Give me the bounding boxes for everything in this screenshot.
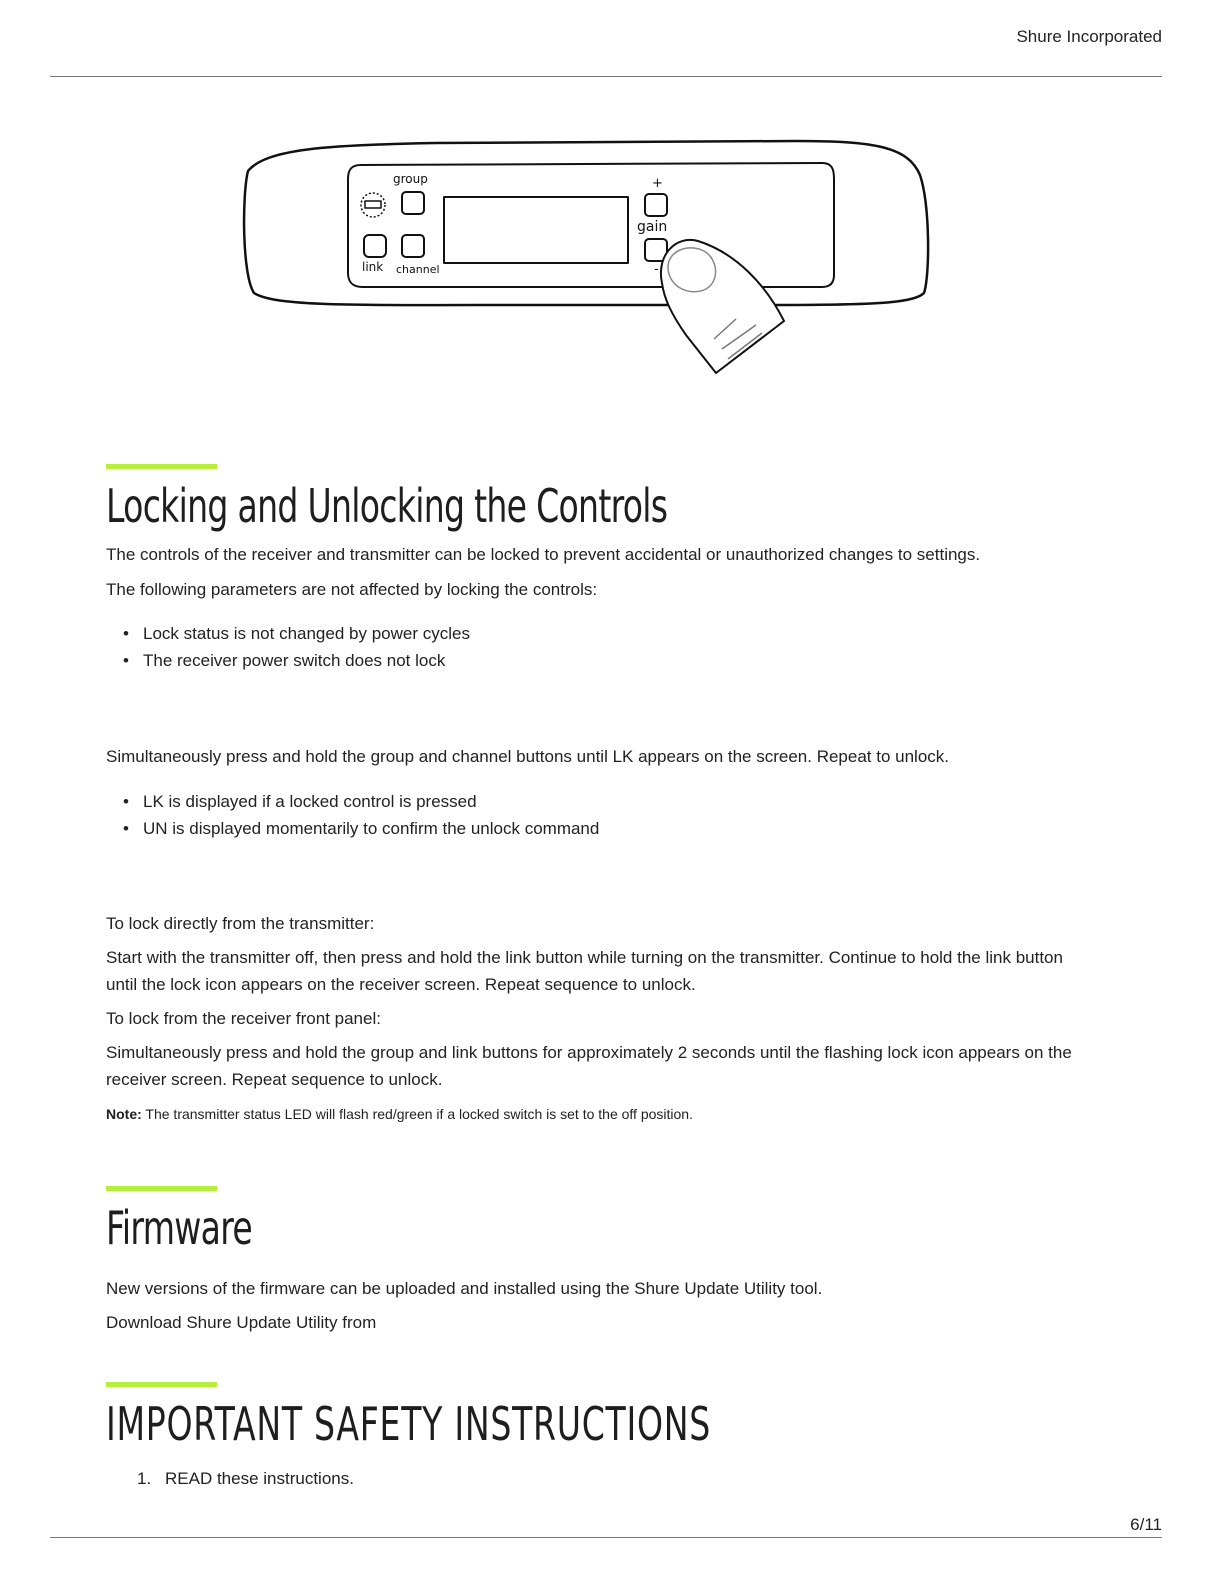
channel-label: channel	[396, 263, 440, 276]
locking-params-intro: The following parameters are not affected by locking the controls:	[106, 580, 598, 599]
list-item	[106, 1465, 1106, 1492]
receiver-illustration	[236, 135, 936, 380]
firmware-text: New versions of the firmware can be uploaded and installed using the Shure Update Utility tool.	[106, 1279, 823, 1298]
firmware-section	[106, 1186, 1106, 1336]
locking-intro: The controls of the receiver and transmitter can be locked to prevent accidental or unauthorized changes to settings.	[106, 545, 981, 564]
safety-section	[106, 1382, 1106, 1492]
firmware-download-text: Download Shure Update Utility from	[106, 1313, 377, 1332]
header-rule	[50, 76, 1162, 77]
press-hold-block	[106, 743, 1106, 842]
lock-methods-block	[106, 910, 1096, 1124]
footer-rule	[50, 1537, 1162, 1538]
page-number: 6/11	[1130, 1515, 1162, 1534]
press-hold-text: Simultaneously press and hold the group and channel buttons until LK appears on the screen. Repeat to unlock.	[106, 747, 950, 766]
finger-illustration	[661, 240, 784, 373]
safety-list	[106, 1465, 1106, 1492]
list-text: READ these instructions.	[165, 1469, 354, 1488]
header-company: Shure Incorporated	[1016, 27, 1162, 46]
rx-text: Simultaneously press and hold the group and link buttons for approximately 2 seconds until the flashing lock icon appears on the receiver screen. Repeat sequence to unlock.	[106, 1043, 1072, 1089]
locking-params-list	[106, 620, 1106, 674]
tx-text: Start with the transmitter off, then press and hold the link button while turning on the transmitter. Continue to hold the link button until the lock icon appears on the receiver screen. Repeat sequence to unlock.	[106, 948, 1063, 994]
note-text: The transmitter status LED will flash red/green if a locked switch is set to the off position.	[141, 1106, 693, 1122]
rx-heading: To lock from the receiver front panel:	[106, 1009, 381, 1028]
link-label: link	[362, 260, 384, 274]
plus-label: +	[652, 176, 663, 191]
lock-status-list	[106, 788, 1106, 842]
list-item: • The receiver power switch does not lock	[106, 647, 1106, 674]
list-item: • UN is displayed momentarily to confirm the unlock command	[106, 815, 1106, 842]
list-item: • Lock status is not changed by power cycles	[106, 620, 1106, 647]
tx-heading: To lock directly from the transmitter:	[106, 914, 375, 933]
section-accent-bar	[106, 1382, 217, 1387]
list-item: • LK is displayed if a locked control is pressed	[106, 788, 1106, 815]
locking-title: Locking and Unlocking the Controls	[106, 479, 668, 533]
locking-section	[106, 464, 1106, 674]
minus-label: -	[654, 262, 659, 277]
firmware-title: Firmware	[106, 1201, 253, 1255]
section-accent-bar	[106, 464, 217, 469]
list-number: 1.	[137, 1469, 152, 1488]
note	[106, 1104, 1096, 1124]
safety-title: IMPORTANT SAFETY INSTRUCTIONS	[106, 1397, 712, 1451]
gain-label: gain	[637, 219, 668, 235]
group-label: group	[393, 172, 428, 186]
section-accent-bar	[106, 1186, 217, 1191]
note-label: Note:	[106, 1106, 142, 1122]
